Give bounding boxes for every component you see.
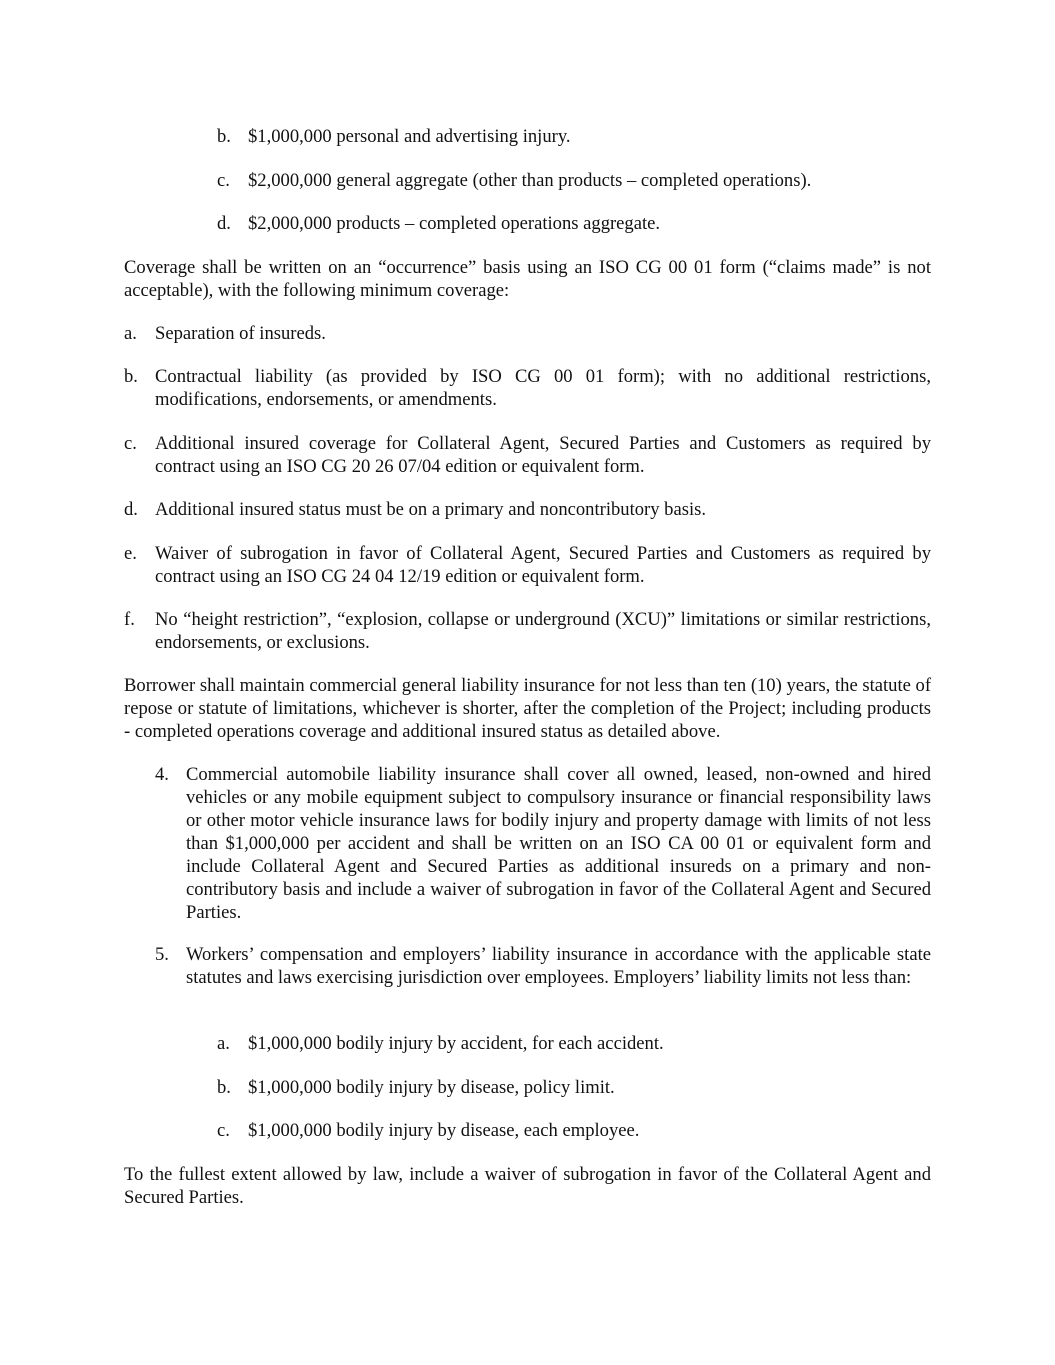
list-item-text: Waiver of subrogation in favor of Collateral Agent, Secured Parties and Customers as required by contract using an ISO CG 24 04 12/19 edition or equivalent form. [155, 543, 931, 587]
numbered-item [155, 763, 931, 924]
list-item-text: $1,000,000 personal and advertising injury. [248, 126, 571, 147]
list-item-text: Workers’ compensation and employers’ liability insurance in accordance with the applicable state statutes and laws exercising jurisdiction over employees. Employers’ liability limits not less than: [186, 944, 931, 988]
numbered-item [155, 943, 931, 989]
list-marker: d. [217, 213, 231, 234]
list-item-text: $1,000,000 bodily injury by disease, each employee. [248, 1120, 640, 1141]
list-item-text: Additional insured coverage for Collateral Agent, Secured Parties and Customers as required by contract using an ISO CG 20 26 07/04 edition or equivalent form. [155, 433, 931, 477]
list-marker: b. [217, 126, 231, 147]
list-item-text: No “height restriction”, “explosion, collapse or underground (XCU)” limitations or similar restrictions, endorsements, or exclusions. [155, 609, 931, 653]
list-item [217, 1032, 931, 1055]
list-item-text: $2,000,000 general aggregate (other than products – completed operations). [248, 170, 812, 191]
list-marker: b. [217, 1077, 231, 1098]
list-marker: a. [124, 323, 137, 344]
list-item [217, 1076, 931, 1099]
list-marker: 5. [155, 944, 169, 965]
list-item [124, 542, 931, 588]
list-item-text: $2,000,000 products – completed operations aggregate. [248, 213, 661, 234]
list-item [124, 608, 931, 654]
list-item [124, 322, 931, 345]
coverage-intro-paragraph: Coverage shall be written on an “occurrence” basis using an ISO CG 00 01 form (“claims made” is not acceptable), with the following minimum coverage: [124, 257, 931, 301]
borrower-paragraph: Borrower shall maintain commercial general liability insurance for not less than ten (10) years, the statute of repose or statute of limitations, whichever is shorter, after the completion of the Project; including products - completed operations coverage and additional insured status as detailed above. [124, 675, 932, 742]
list-marker: c. [124, 433, 137, 454]
list-marker: c. [217, 170, 230, 191]
list-marker: b. [124, 366, 138, 387]
list-item-text: Contractual liability (as provided by ISO CG 00 01 form); with no additional restrictions, modifications, endorsements, or amendments. [155, 366, 931, 410]
list-marker: e. [124, 543, 137, 564]
list-marker: f. [124, 609, 135, 630]
list-item-text: Commercial automobile liability insurance shall cover all owned, leased, non-owned and hired vehicles or any mobile equipment subject to compulsory insurance or financial responsibility laws or other motor vehicle insurance laws for bodily injury and property damage with limits of not less than $1,000,000 per accident and shall be written on an ISO CA 00 01 or equivalent form and include Collateral Agent and Secured Parties as additional insureds on a primary and non-contributory basis and include a waiver of subrogation in favor of the Collateral Agent and Secured Parties. [186, 764, 931, 923]
list-marker: a. [217, 1033, 230, 1054]
list-item-text: $1,000,000 bodily injury by accident, for each accident. [248, 1033, 664, 1054]
list-item [217, 169, 931, 192]
list-item-text: $1,000,000 bodily injury by disease, policy limit. [248, 1077, 615, 1098]
list-item [217, 1119, 931, 1142]
list-marker: c. [217, 1120, 230, 1141]
list-item [124, 498, 931, 521]
list-item-text: Additional insured status must be on a primary and noncontributory basis. [155, 499, 707, 520]
list-item-text: Separation of insureds. [155, 323, 326, 344]
list-item [217, 125, 931, 148]
list-item [124, 365, 931, 411]
closing-paragraph: To the fullest extent allowed by law, include a waiver of subrogation in favor of the Collateral Agent and Secured Parties. [124, 1164, 931, 1208]
list-marker: 4. [155, 764, 169, 785]
list-item [124, 432, 931, 478]
list-marker: d. [124, 499, 138, 520]
list-item [217, 212, 931, 235]
